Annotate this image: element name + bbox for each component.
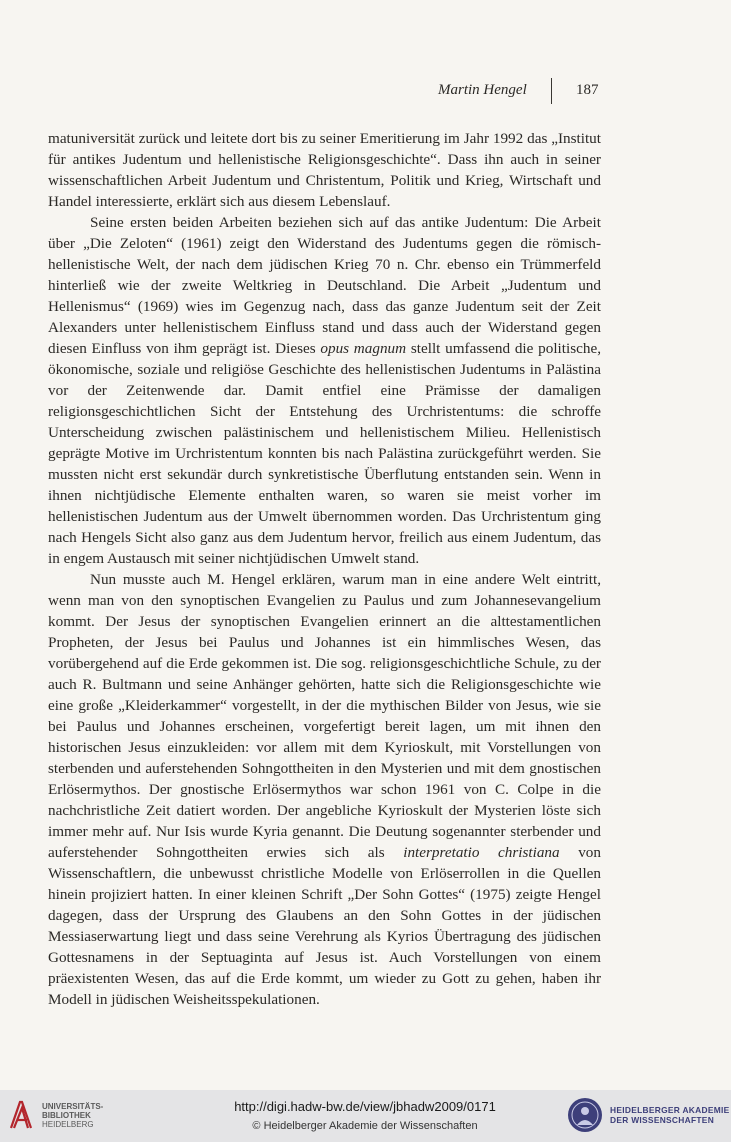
library-name-line: HEIDELBERG [42, 1120, 94, 1129]
academy-name-line: HEIDELBERGER AKADEMIE [610, 1105, 730, 1115]
paragraph-3 [48, 569, 601, 1010]
permalink-url[interactable]: http://digi.hadw-bw.de/view/jbhadw2009/0171 [234, 1099, 496, 1114]
paragraph-text: Nun musste auch M. Hengel erklären, warum man in eine andere Welt eintritt, wenn man von den synoptischen Evangelien zu Paulus und zum Johannesevangelium kommt. Der Jesus der synoptischen Evangelien erinnert an die alttestamentlichen Propheten, der Jesus bei Paulus und Johannes ist ein himmlisches Wesen, das vorübergehend auf die Erde gekommen ist. Die sog. religionsgeschichtliche Schule, zu der auch R. Bultmann und seine Anhänger gehörten, hatte sich die Religionsgeschichte wie eine große „Kleiderkammer“ vorgestellt, in der die mythischen Bilder von Jesus, wie sie bei Paulus und Johannes erscheinen, vorgefertigt bereit lagen, um mit ihnen den historischen Jesus einzukleiden: vor allem mit dem Kyrioskult, mit Vorstellungen von sterbenden und auferstehenden Sohngottheiten in den Mysterien und mit dem gnostischen Erlösermythos. Der gnostische Erlösermythos war schon 1961 von C. Colpe in die nachchristliche Zeit datiert worden. Der angebliche Kyrioskult der Mysterien löste sich immer mehr auf. Nur Isis wurde Kyria genannt. Die Deutung sogenannter sterbender und auferstehender Sohngottheiten erwies sich als [48, 571, 601, 861]
footer-bar [0, 1090, 731, 1142]
paragraph-text: von Wissenschaftlern, die unbewusst christliche Modelle von Erlöserrollen in die Quellen hinein projiziert hatten. In einer kleinen Schrift „Der Sohn Gottes“ (1975) zeigte Hengel dagegen, dass der Ursprung des Glaubens an den Sohn Gottes in der jüdischen Messiaserwartung liegt und dass seine Verehrung als Kyrios Übertragung des jüdischen Gottesnamens in der Septuaginta auf Jesus ist. Auch Vorstellungen von einem präexistenten Wesen, das auf die Erde kommt, um wieder zu Gott zu gehen, haben ihr Modell in jüdischen Weisheitsspekulationen. [48, 844, 601, 1008]
university-library-logo-icon[interactable] [8, 1098, 36, 1132]
paragraph-text: matuniversität zurück und leitete dort bis zu seiner Emeritierung im Jahr 1992 das „Institut für antikes Judentum und hellenistische Religionsgeschichte“. Dass ihn auch in seiner wissenschaftlichen Arbeit Judentum und Christentum, Politik und Krieg, Wirtschaft und Handel interessierte, erklärt sich aus diesem Lebenslauf. [48, 130, 601, 210]
body-text [48, 128, 601, 1010]
italic-term: interpretatio christiana [403, 844, 560, 861]
copyright-notice: © Heidelberger Akademie der Wissenschaften [252, 1120, 478, 1132]
page-number: 187 [576, 82, 599, 98]
running-head [430, 78, 620, 106]
paragraph-text: Seine ersten beiden Arbeiten beziehen sich auf das antike Judentum: Die Arbeit über „Die Zeloten“ (1961) zeigt den Widerstand des Judentums gegen die römisch-hellenistische Welt, der nach dem jüdischen Krieg 70 n. Chr. ebenso ein Trümmerfeld hinterließ wie der zweite Weltkrieg in Deutschland. Die Arbeit „Judentum und Hellenismus“ (1969) wies im Gegenzug nach, dass das ganze Judentum seit der Zeit Alexanders unter hellenistischem Einfluss stand und dass auch der Widerstand gegen diesen Einfluss von ihm geprägt ist. Dieses [48, 214, 601, 357]
running-head-author: Martin Hengel [438, 82, 527, 98]
italic-term: opus magnum [320, 340, 407, 357]
paragraph-text: stellt umfassend die politische, ökonomische, soziale und religiöse Geschichte des hellenistischen Judentums in Palästina vor der Zeitenwende dar. Damit entfiel eine Prämisse der damaligen religionsgeschichtlichen Sicht der Entstehung des Urchristentums: die schroffe Unterscheidung zwischen palästinischem und hellenistischem Milieu. Hellenistisch geprägte Motive im Urchristentum konnten bis nach Palästina zurückgeführt werden. Sie mussten nicht erst sekundär durch synkretistische Überflutung entstanden sein. Wenn in ihnen nichtjüdische Elemente enthalten waren, so waren sie meist vorher im hellenistischen Judentum aus der Umwelt übernommen worden. Das Urchristentum ging nach Hengels Sicht also ganz aus dem Judentum hervor, freilich aus einem Judentum, das in engem Austausch mit seiner nichtjüdischen Umwelt stand. [48, 340, 601, 567]
running-head-divider [551, 78, 552, 104]
university-library-name [42, 1102, 103, 1129]
paragraph-2 [48, 212, 601, 569]
paragraph-1 [48, 128, 601, 212]
academy-name [610, 1105, 730, 1125]
academy-name-line: DER WISSENSCHAFTEN [610, 1115, 715, 1125]
library-name-line: BIBLIOTHEK [42, 1111, 91, 1120]
library-name-line: UNIVERSITÄTS- [42, 1102, 104, 1111]
academy-seal-icon[interactable] [566, 1096, 604, 1134]
